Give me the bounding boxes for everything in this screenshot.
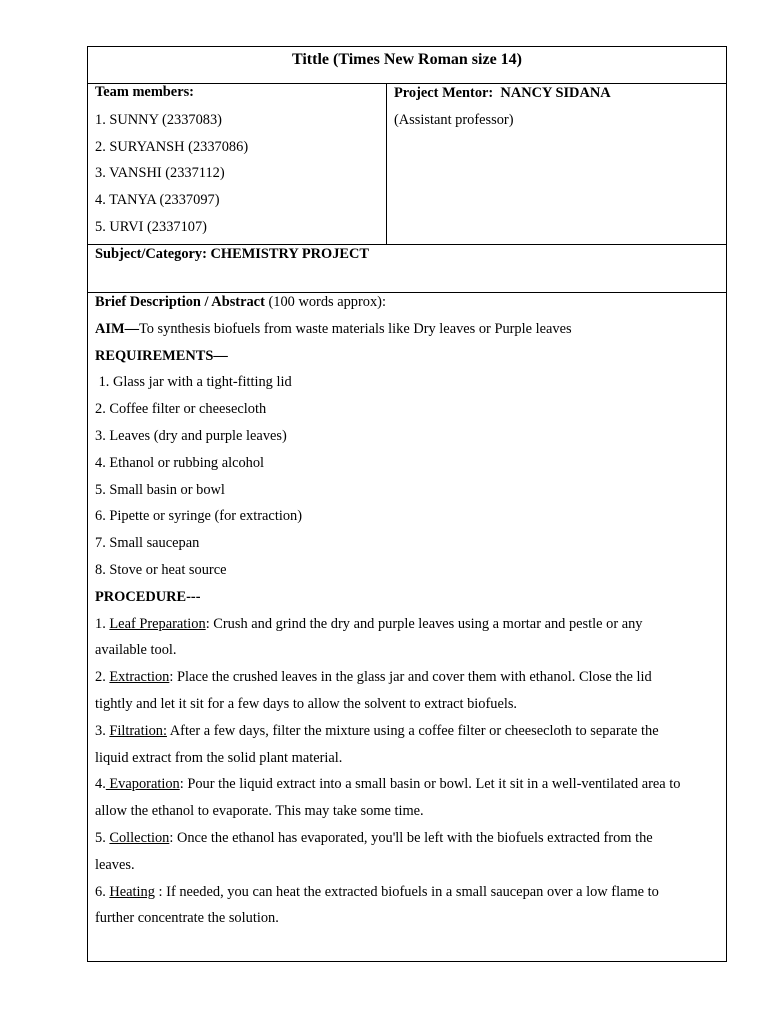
project-mentor-cell	[387, 84, 727, 245]
project-mentor-name: NANCY SIDANA	[500, 85, 611, 101]
requirement-item: 2. Coffee filter or cheesecloth	[95, 401, 267, 418]
team-members-heading: Team members:	[95, 84, 194, 100]
step-term: Heating	[109, 883, 155, 900]
step-text: If needed, you can heat the extracted biofuels in a small saucepan over a low flame to	[162, 883, 659, 900]
step-separator: :	[205, 615, 210, 632]
team-member: 4. TANYA (2337097)	[95, 192, 220, 209]
description-cell	[88, 293, 726, 961]
procedure-step	[95, 668, 718, 695]
requirement-item: 1. Glass jar with a tight-fitting lid	[95, 374, 292, 391]
description-heading	[95, 293, 718, 320]
team-member: 5. URVI (2337107)	[95, 218, 207, 235]
procedure-step	[95, 615, 718, 642]
step-text: Crush and grind the dry and purple leaves using a mortar and pestle or any	[209, 615, 643, 632]
step-text: Place the crushed leaves in the glass jar and cover them with ethanol. Close the lid	[173, 669, 652, 686]
description-label: Brief Description / Abstract	[95, 294, 265, 310]
step-text: Pour the liquid extract into a small basin or bowl. Let it sit in a well-ventilated area to	[183, 776, 681, 793]
step-separator: :	[169, 829, 174, 846]
step-term: Evaporation	[105, 776, 180, 793]
mentor-designation: (Assistant professor)	[394, 111, 514, 128]
procedure-step	[95, 722, 718, 749]
team-member: 2. SURYANSH (2337086)	[95, 138, 249, 155]
procedure-step-continuation: available tool.	[95, 642, 177, 659]
aim-text: To synthesis biofuels from waste materials like Dry leaves or Purple leaves	[138, 320, 572, 337]
step-term: Extraction	[109, 669, 170, 686]
requirement-item: 7. Small saucepan	[95, 535, 200, 552]
requirement-item: 3. Leaves (dry and purple leaves)	[95, 427, 287, 444]
procedure-step-continuation: liquid extract from the solid plant material.	[95, 749, 343, 766]
step-separator: :	[179, 776, 184, 793]
team-member: 1. SUNNY (2337083)	[95, 112, 222, 128]
project-mentor-label: Project Mentor:	[394, 85, 494, 101]
step-number: 4.	[95, 776, 106, 793]
step-number: 3.	[95, 722, 110, 739]
team-member: 3. VANSHI (2337112)	[95, 165, 225, 182]
subject-category-cell	[88, 245, 726, 293]
step-number: 6.	[95, 883, 110, 900]
form-title: Tittle (Times New Roman size 14)	[291, 51, 523, 68]
procedure-heading: PROCEDURE---	[95, 588, 201, 605]
step-term: Collection	[109, 829, 170, 846]
subject-category-label: Subject/Category:	[95, 246, 207, 262]
step-separator: :	[169, 669, 174, 686]
step-term: Filtration:	[109, 722, 167, 739]
procedure-step	[95, 775, 718, 802]
procedure-step	[95, 883, 718, 910]
procedure-step-continuation: allow the ethanol to evaporate. This may take some time.	[95, 803, 424, 820]
procedure-step-continuation: further concentrate the solution.	[95, 910, 279, 927]
requirement-item: 5. Small basin or bowl	[95, 481, 225, 498]
team-members-cell	[88, 84, 387, 245]
aim-label: AIM—	[95, 320, 139, 337]
step-number: 5.	[95, 829, 110, 846]
step-number: 1.	[95, 615, 110, 632]
subject-category-value: CHEMISTRY PROJECT	[210, 246, 369, 262]
aim-line	[95, 320, 718, 347]
requirement-item: 8. Stove or heat source	[95, 561, 227, 578]
procedure-step-continuation: tightly and let it sit for a few days to allow the solvent to extract biofuels.	[95, 695, 518, 712]
description-label-note: (100 words approx):	[268, 294, 386, 310]
requirements-heading: REQUIREMENTS—	[95, 347, 228, 364]
requirement-item: 6. Pipette or syringe (for extraction)	[95, 508, 302, 525]
form-title-row	[88, 47, 726, 84]
step-text: After a few days, filter the mixture using a coffee filter or cheesecloth to separate the	[166, 722, 659, 739]
procedure-step-continuation: leaves.	[95, 856, 135, 873]
project-form	[87, 46, 727, 962]
project-mentor-line	[394, 84, 727, 111]
subject-category-line	[95, 245, 726, 272]
step-term: Leaf Preparation	[109, 615, 206, 632]
step-number: 2.	[95, 669, 110, 686]
step-separator: :	[154, 883, 163, 900]
requirement-item: 4. Ethanol or rubbing alcohol	[95, 454, 265, 471]
procedure-step	[95, 829, 718, 856]
step-text: Once the ethanol has evaporated, you'll be left with the biofuels extracted from the	[173, 829, 653, 846]
